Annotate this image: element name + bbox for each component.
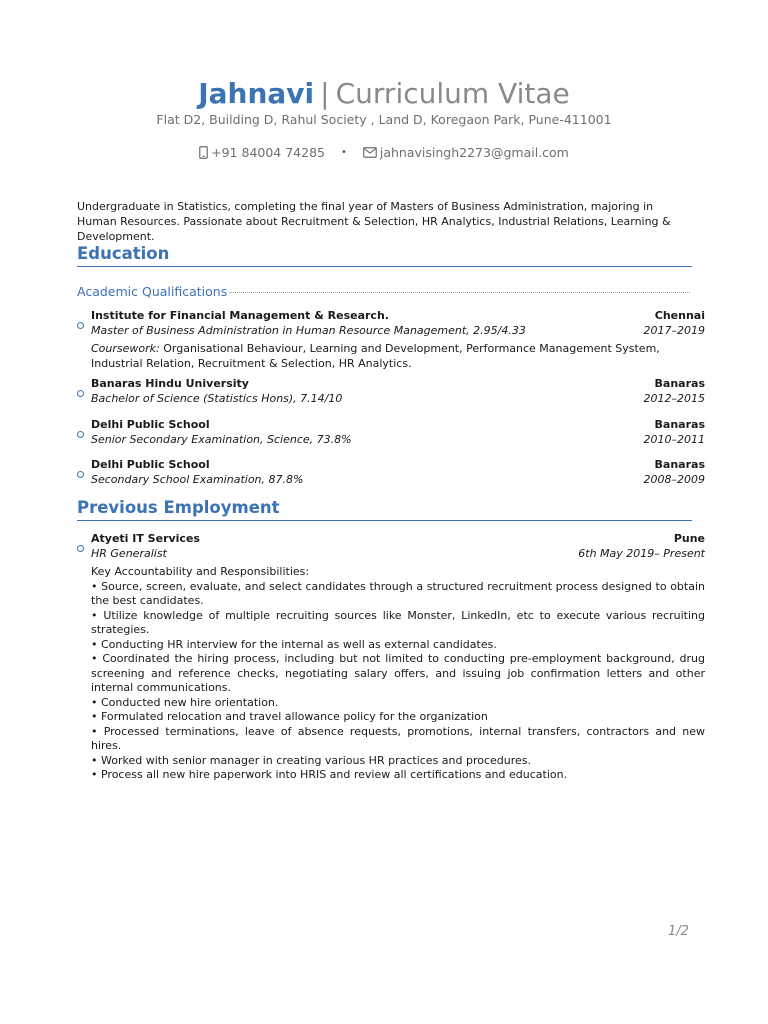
phone-contact[interactable] [199,144,325,162]
contact-bullet: • [340,146,347,158]
employment-heading: Previous Employment [77,498,280,517]
title-separator: | [320,77,330,110]
dates: 2010–2011 [643,433,705,446]
entry-marker-icon [77,390,84,397]
institution: Delhi Public School [91,458,210,471]
entry-marker-icon [77,545,84,552]
list-item: • Coordinated the hiring process, including but not limited to conducting pre-employment background, drug screening and reference checks, negotiating salary offers, and issuing job confirmation letters and other internal communications. [91,652,705,694]
employment-rule [77,520,692,521]
coursework [91,342,705,371]
education-heading: Education [77,244,170,263]
job-role: HR Generalist [91,547,167,560]
institution: Banaras Hindu University [91,377,249,390]
education-rule [77,266,692,267]
list-item: • Processed terminations, leave of absence requests, promotions, internal transfers, contractors and new hires. [91,724,705,752]
entry-marker-icon [77,471,84,478]
list-item: • Process all new hire paperwork into HRIS and review all certifications and education. [91,768,568,781]
location: Chennai [654,309,705,322]
location: Pune [673,532,705,545]
degree: Bachelor of Science (Statistics Hons), 7.14/10 [91,392,343,405]
list-item: • Worked with senior manager in creating various HR practices and procedures. [91,753,532,767]
list-item: • Formulated relocation and travel allowance policy for the organization [91,710,488,723]
institution: Delhi Public School [91,418,210,431]
location: Banaras [654,377,705,390]
location: Banaras [654,458,705,471]
list-item: • Conducted new hire orientation. [91,695,279,709]
subsection-label: Academic Qualifications [77,284,228,299]
profile-summary: Undergraduate in Statistics, completing the final year of Masters of Business Administration, majoring in Human Resources. Passionate about Recruitment & Selection, HR Analytics, Industrial Relations, Learning & Development. [77,200,671,243]
coursework-text: Organisational Behaviour, Learning and Development, Performance Management System, Industrial Relation, Recruitment & Selection, HR Analytics. [91,342,660,370]
address: Flat D2, Building D, Rahul Society , Land D, Koregaon Park, Pune-411001 [156,112,612,127]
dates: 2008–2009 [643,473,705,486]
degree: Master of Business Administration in Human Resource Management, 2.95/4.33 [91,324,526,337]
first-name: Jahnavi [198,77,315,110]
page-number: 1/2 [668,924,689,939]
degree: Secondary School Examination, 87.8% [91,473,304,486]
academic-qualifications-heading [77,283,690,301]
institution: Institute for Financial Management & Research. [91,309,389,322]
phone-number: +91 84004 74285 [211,144,325,160]
entry-marker-icon [77,431,84,438]
list-item: • Conducting HR interview for the internal as well as external candidates. [91,637,497,651]
responsibilities-heading: Key Accountability and Responsibilities: [91,565,310,578]
email-contact[interactable] [363,144,569,162]
email-address: jahnavisingh2273@gmail.com [379,144,569,160]
mobile-phone-icon [199,146,208,159]
employer: Atyeti IT Services [91,532,200,545]
name-heading [0,74,768,114]
list-item: • Utilize knowledge of multiple recruiting sources like Monster, LinkedIn, etc to execute various recruiting strategies. [91,608,705,636]
contact-line [0,143,768,162]
responsibilities-list [91,565,705,783]
dates: 2012–2015 [643,392,705,405]
dates: 2017–2019 [643,324,705,337]
envelope-icon [363,147,377,158]
degree: Senior Secondary Examination, Science, 73.8% [91,433,352,446]
document-title: Curriculum Vitae [335,77,570,110]
dotted-leader [229,292,690,293]
dates: 6th May 2019– Present [578,547,705,560]
coursework-label: Coursework: [91,342,160,355]
entry-marker-icon [77,322,84,329]
location: Banaras [654,418,705,431]
list-item: • Source, screen, evaluate, and select candidates through a structured recruitment process designed to obtain the best candidates. [91,579,705,607]
